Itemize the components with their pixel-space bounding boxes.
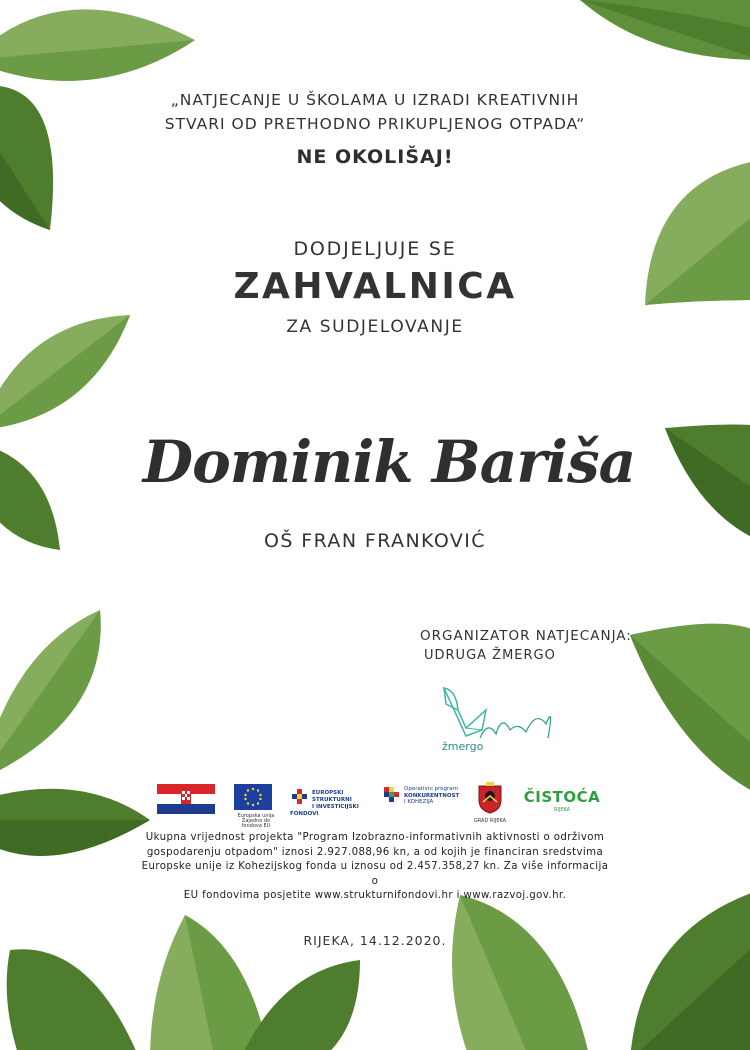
funding-line4: EU fondovima posjetite www.strukturnifondovi.hr i www.razvoj.gov.hr. [183, 890, 567, 901]
funding-line1: Ukupna vrijednost projekta "Program Izobrazno-informativnih aktivnosti o održivom [145, 832, 605, 843]
croatia-flag-icon [157, 784, 215, 814]
funding-statement [140, 831, 610, 904]
cistoca-wordmark: ČISTOĆA [523, 788, 601, 806]
zmergo-logo-text: žmergo [442, 740, 484, 753]
opkk-mosaic-icon [383, 786, 401, 804]
esi-line1: EUROPSKI STRUKTURNI [312, 790, 352, 803]
award-suffix: ZA SUDJELOVANJE [286, 317, 464, 337]
cistoca-logo [517, 788, 607, 813]
leaf-left-bottom [0, 789, 150, 856]
esi-line2: I INVESTICIJSKI FONDOVI [290, 804, 359, 817]
organizer-label: ORGANIZATOR NATJECANJA: [420, 628, 632, 644]
grad-rijeka-logo [473, 782, 507, 824]
organizer-name: UDRUGA ŽMERGO [424, 648, 556, 663]
event-title-line1: „NATJECANJE U ŠKOLAMA U IZRADI KREATIVNIH [170, 91, 580, 109]
organizer-signature-logo [436, 680, 566, 760]
eu-logo [234, 784, 278, 829]
opkk-logo [383, 786, 463, 806]
event-title-line2: STVARI OD PRETHODNO PRIKUPLJENOG OTPADA“ [164, 115, 586, 133]
issue-date: RIJEKA, 14.12.2020. [303, 933, 447, 948]
award-title: ZAHVALNICA [233, 266, 517, 307]
sponsor-logos [150, 782, 620, 829]
leaf-top-right [580, 0, 750, 60]
opkk-line3: I KOHEZIJA [404, 799, 434, 805]
event-title [0, 88, 750, 136]
recipient-name: Dominik Bariša [142, 428, 636, 496]
eu-caption: Europska unija Zajedno do fondova EU [237, 813, 275, 829]
slogan: NE OKOLIŠAJ! [296, 146, 454, 168]
esi-funds-logo [290, 786, 372, 818]
opkk-line1: Operativni program [404, 786, 459, 792]
funding-line2: gospodarenju otpadom" iznosi 2.927.088,96 kn, a od kojih je financiran sredstvima [146, 846, 604, 858]
recipient-school: OŠ FRAN FRANKOVIĆ [264, 530, 486, 552]
cistoca-subtitle: RIJEKA [553, 807, 571, 813]
leaf-right-lower [630, 624, 750, 800]
leaf-bottom-cluster [7, 890, 750, 1050]
zmergo-crane-icon [436, 680, 566, 760]
grad-rijeka-caption: GRAD RIJEKA [473, 818, 507, 824]
leaf-top-left [0, 9, 195, 80]
award-prefix: DODJELJUJE SE [293, 238, 457, 260]
eu-flag-icon [234, 784, 272, 810]
opkk-line2: KONKURENTNOST [404, 792, 460, 799]
rijeka-coat-of-arms-icon [477, 782, 503, 814]
funding-line3: Europske unije iz Kohezijskog fonda u iznosu od 2.457.358,27 kn. Za više informacija o [141, 861, 609, 887]
leaf-left-lower [0, 610, 101, 780]
esi-mosaic-icon [290, 786, 310, 806]
